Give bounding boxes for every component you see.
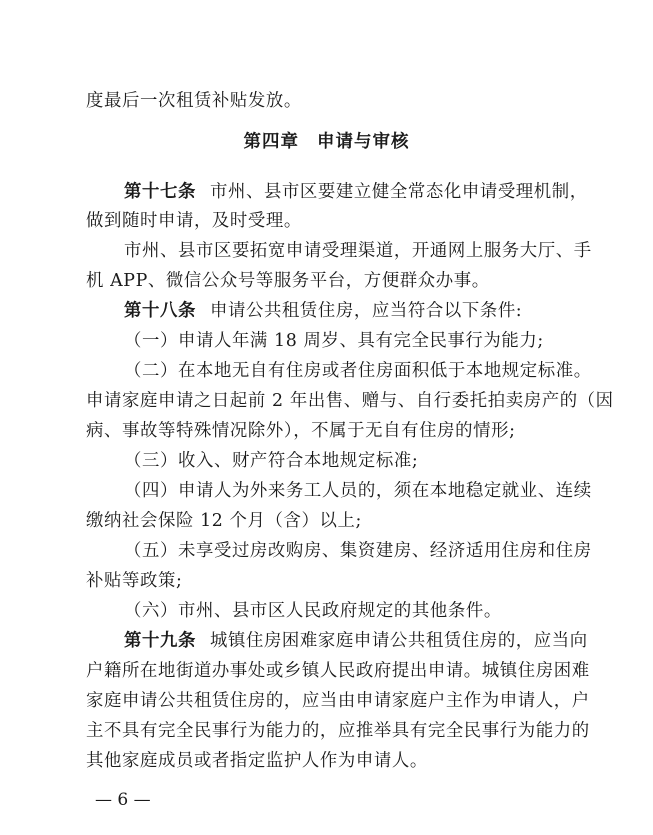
article-18-item-4-line-2: 缴纳社会保险 12 个月（含）以上; bbox=[86, 511, 362, 531]
article-19-text-1: 城镇住房困难家庭申请公共租赁住房的，应当向 bbox=[209, 631, 588, 651]
article-18-item-4-line-1: （四）申请人为外来务工人员的，须在本地稳定就业、连续 bbox=[124, 481, 592, 501]
article-17-paragraph-2-line-1: 市州、县市区要拓宽申请受理渠道，开通网上服务大厅、手 bbox=[124, 241, 592, 261]
article-19-line-1 bbox=[124, 630, 588, 652]
article-19-line-2: 户籍所在地街道办事处或乡镇人民政府提出申请。城镇住房困难 bbox=[86, 661, 590, 681]
article-18-item-2-line-3: 病、事故等特殊情况除外），不属于无自有住房的情形; bbox=[86, 421, 516, 441]
article-18-item-2-line-2: 申请家庭申请之日起前 2 年出售、赠与、自行委托拍卖房产的（因 bbox=[86, 391, 614, 411]
article-17-text-1: 市州、县市区要建立健全常态化申请受理机制， bbox=[209, 182, 588, 202]
article-19-line-5: 其他家庭成员或者指定监护人作为申请人。 bbox=[86, 751, 428, 771]
article-19-line-3: 家庭申请公共租赁住房的，应当由申请家庭户主作为申请人，户 bbox=[86, 691, 590, 711]
article-18-label: 第十八条 bbox=[124, 301, 196, 321]
article-18-intro: 申请公共租赁住房，应当符合以下条件: bbox=[209, 301, 523, 321]
chapter-heading bbox=[0, 131, 653, 153]
article-17-line-1 bbox=[124, 181, 588, 203]
article-19-line-4: 主不具有完全民事行为能力的，应推举具有完全民事行为能力的 bbox=[86, 721, 590, 741]
article-17-line-2: 做到随时申请，及时受理。 bbox=[86, 211, 302, 231]
article-17-label: 第十七条 bbox=[124, 182, 196, 202]
chapter-number: 第四章 bbox=[243, 132, 299, 152]
continued-paragraph: 度最后一次租赁补贴发放。 bbox=[86, 91, 302, 111]
article-18-item-5-line-1: （五）未享受过房改购房、集资建房、经济适用住房和住房 bbox=[124, 541, 592, 561]
article-17-paragraph-2-line-2: 机 APP、微信公众号等服务平台，方便群众办事。 bbox=[86, 271, 490, 291]
article-18-item-2-line-1: （二）在本地无自有住房或者住房面积低于本地规定标准。 bbox=[124, 361, 592, 381]
article-19-label: 第十九条 bbox=[124, 631, 196, 651]
article-18-item-6: （六）市州、县市区人民政府规定的其他条件。 bbox=[124, 601, 502, 621]
article-18-line-1 bbox=[124, 300, 576, 322]
article-18-item-1: （一）申请人年满 18 周岁、具有完全民事行为能力; bbox=[124, 331, 544, 351]
article-18-item-5-line-2: 补贴等政策; bbox=[86, 571, 183, 591]
chapter-title: 申请与审核 bbox=[317, 132, 410, 152]
page-number: — 6 — bbox=[95, 790, 151, 810]
article-18-item-3: （三）收入、财产符合本地规定标准; bbox=[124, 451, 419, 471]
